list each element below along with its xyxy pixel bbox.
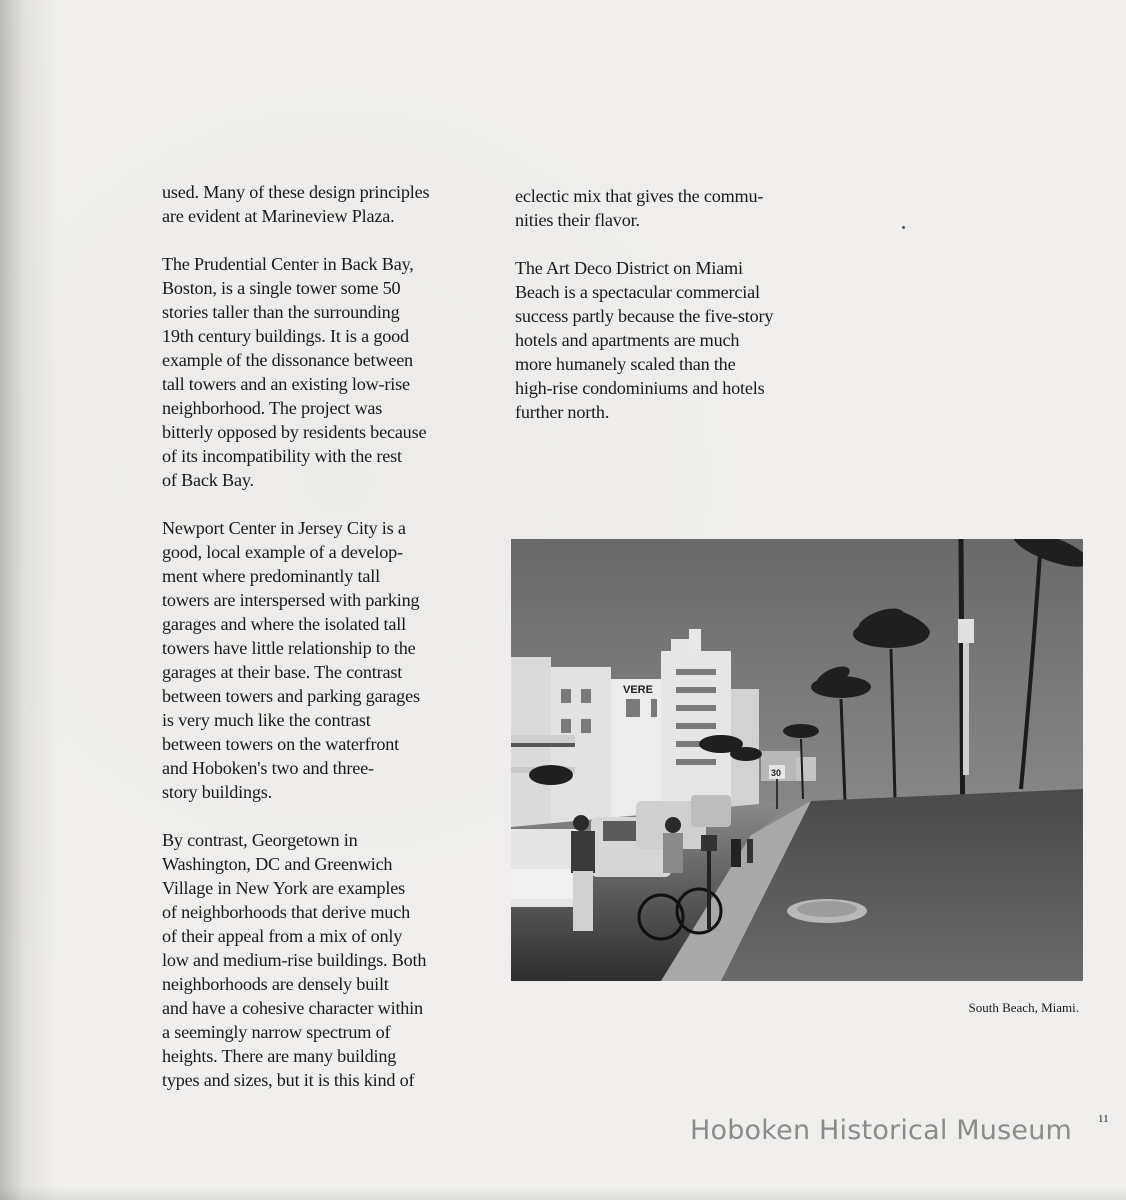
text-line: Newport Center in Jersey City is a [162, 518, 406, 538]
paragraph-georgetown [162, 828, 472, 1092]
text-line: Boston, is a single tower some 50 [162, 278, 401, 298]
museum-watermark: Hoboken Historical Museum [690, 1115, 1073, 1146]
text-line: high-rise condominiums and hotels [515, 378, 765, 398]
text-line: example of the dissonance between [162, 350, 413, 370]
text-line: tall towers and an existing low-rise [162, 374, 410, 394]
south-beach-photo [511, 539, 1083, 981]
text-line: are evident at Marineview Plaza. [162, 206, 395, 226]
text-line: By contrast, Georgetown in [162, 830, 358, 850]
text-line: heights. There are many building [162, 1046, 397, 1066]
text-line: of neighborhoods that derive much [162, 902, 410, 922]
paragraph-newport-center [162, 516, 472, 804]
paragraph-art-deco-district [515, 256, 815, 424]
text-line: types and sizes, but it is this kind of [162, 1070, 415, 1090]
text-line: between towers and parking garages [162, 686, 420, 706]
text-line: neighborhoods are densely built [162, 974, 389, 994]
text-line: of Back Bay. [162, 470, 254, 490]
paragraph-design-principles [162, 180, 472, 228]
text-line: The Art Deco District on Miami [515, 258, 743, 278]
text-line: towers are interspersed with parking [162, 590, 420, 610]
text-line: garages at their base. The contrast [162, 662, 403, 682]
text-line: The Prudential Center in Back Bay, [162, 254, 414, 274]
text-line: hotels and apartments are much [515, 330, 740, 350]
text-line: Washington, DC and Greenwich [162, 854, 393, 874]
hotel-sign-text: VERE [623, 684, 653, 696]
left-text-column [162, 180, 472, 1116]
text-line: good, local example of a develop- [162, 542, 403, 562]
text-line: of their appeal from a mix of only [162, 926, 403, 946]
text-line: of its incompatibility with the rest [162, 446, 402, 466]
page-bottom-edge [0, 1186, 1126, 1200]
text-line: 19th century buildings. It is a good [162, 326, 409, 346]
text-line: and have a cohesive character within [162, 998, 423, 1018]
text-line: low and medium-rise buildings. Both [162, 950, 427, 970]
text-line: Village in New York are examples [162, 878, 406, 898]
text-line: bitterly opposed by residents because [162, 422, 427, 442]
text-line: is very much like the contrast [162, 710, 371, 730]
page-number: 11 [1098, 1113, 1109, 1125]
text-line: between towers on the waterfront [162, 734, 400, 754]
right-text-column [515, 184, 815, 448]
text-line: and Hoboken's two and three- [162, 758, 374, 778]
text-line: further north. [515, 402, 610, 422]
speed-sign-text: 30 [771, 768, 782, 778]
paragraph-eclectic-mix [515, 184, 815, 232]
text-line: story buildings. [162, 782, 272, 802]
paragraph-prudential-center [162, 252, 472, 492]
text-line: more humanely scaled than the [515, 354, 736, 374]
text-line: garages and where the isolated tall [162, 614, 406, 634]
text-line: a seemingly narrow spectrum of [162, 1022, 391, 1042]
text-line: towers have little relationship to the [162, 638, 416, 658]
text-line: Beach is a spectacular commercial [515, 282, 760, 302]
text-line: nities their flavor. [515, 210, 640, 230]
photo-caption: South Beach, Miami. [968, 1000, 1079, 1015]
book-spine-shadow [0, 0, 60, 1200]
parking-meter [707, 839, 711, 929]
paper-speck [902, 226, 905, 229]
text-line: ment where predominantly tall [162, 566, 380, 586]
text-line: eclectic mix that gives the commu- [515, 186, 764, 206]
text-line: success partly because the five-story [515, 306, 774, 326]
text-line: used. Many of these design principles [162, 182, 430, 202]
text-line: stories taller than the surrounding [162, 302, 400, 322]
text-line: neighborhood. The project was [162, 398, 383, 418]
